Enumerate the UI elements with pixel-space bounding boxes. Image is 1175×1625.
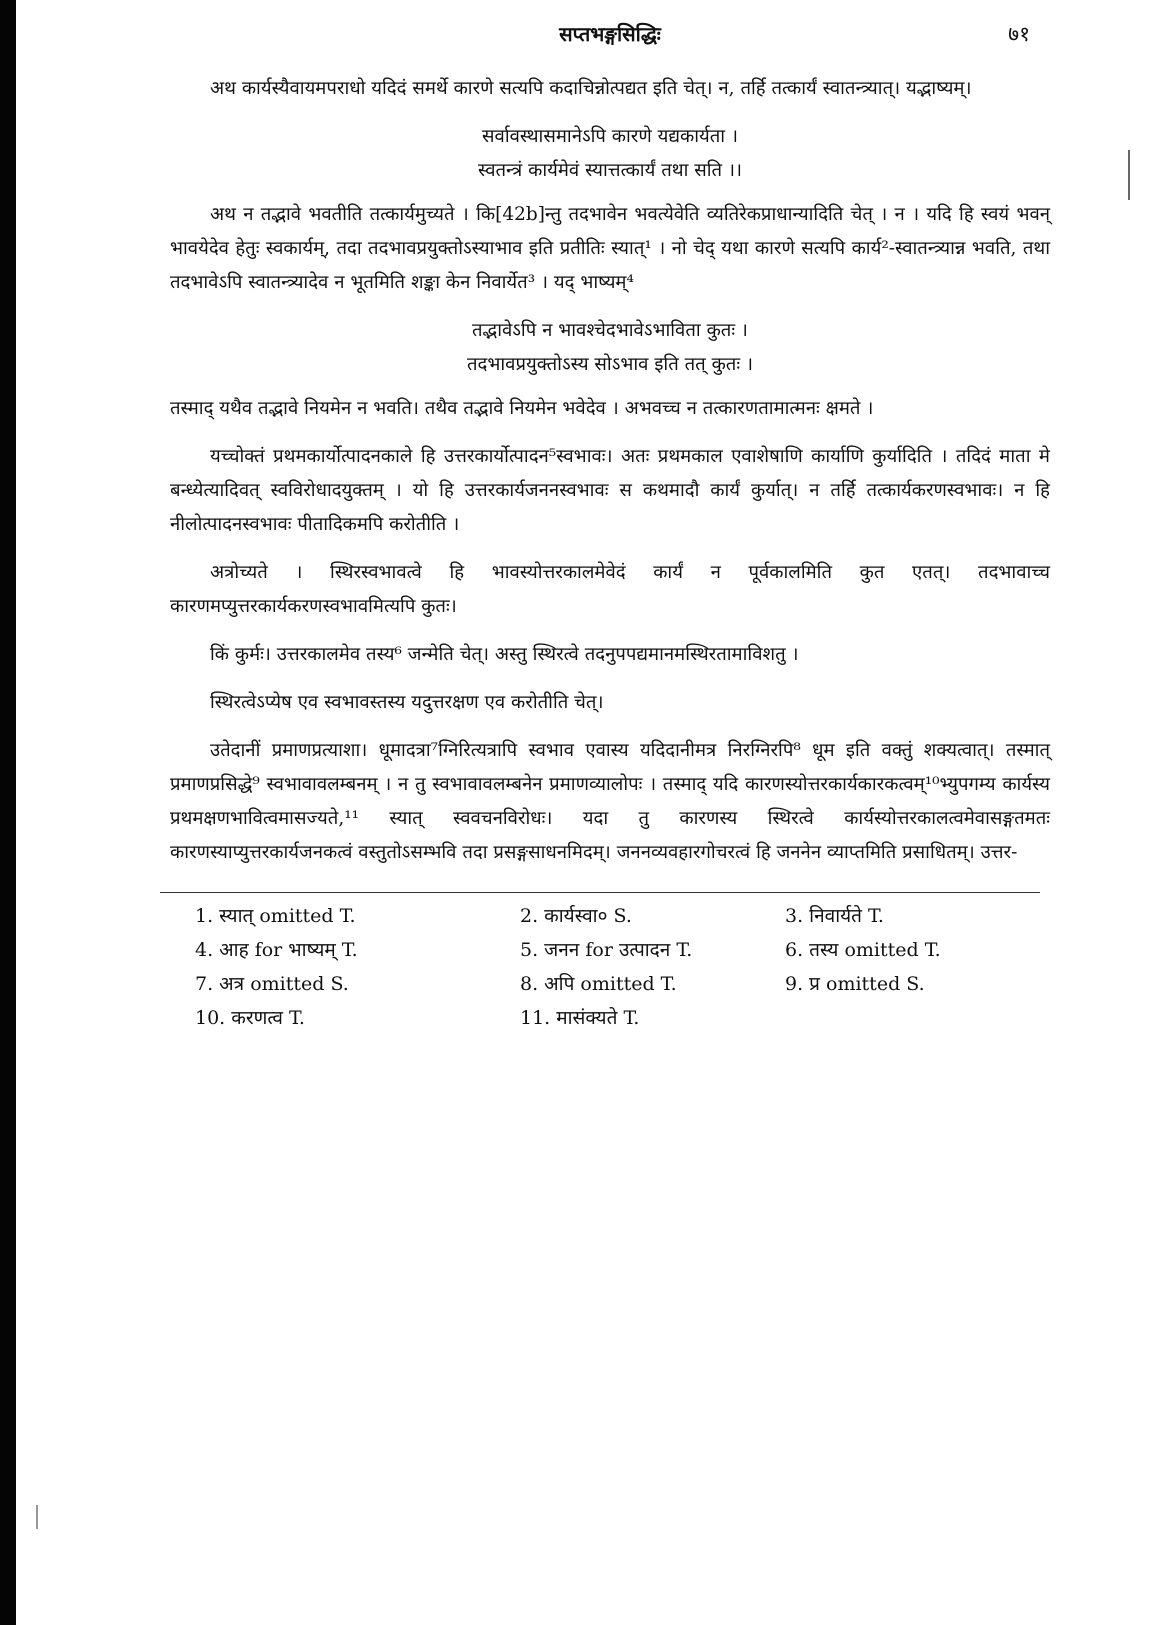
paragraph: अथ न तद्भावे भवतीति तत्कार्यमुच्यते । कि[42b]न्तु तदभावेन भवत्येवेति व्यतिरेकप्राधान्यादिति चेत् । न । यदि हि स्वयं भवन् भावयेदेव हेतुः स्वकार्यम्, तदा तदभावप्रयुक्तोऽस्याभाव इति प्रतीतिः स्यात्¹ । नो चेद् यथा कारणे सत्यपि कार्य²-स्वातन्त्र्यान्न भवति, तथा तदभावेऽपि स्वातन्त्र्यादेव न भूतमिति शङ्का केन निवार्येत³ । यद् भाष्यम्⁴	[170, 204, 1050, 293]
verse-line: तद्भावेऽपि न भावश्चेदभावेऽभाविता कुतः ।	[472, 320, 748, 341]
verse-line: सर्वावस्थासमानेऽपि कारणे यद्यकार्यता ।	[482, 126, 738, 147]
footnote: 5. जनन for उत्पादन T.	[520, 939, 693, 961]
paragraph: तस्माद् यथैव तद्भावे नियमेन न भवति। तथैव तद्भावे नियमेन भवेदेव । अभवच्च न तत्कारणतामात्मनः क्षमते ।	[170, 398, 874, 419]
document-page	[170, 20, 1050, 1031]
running-head	[170, 20, 1050, 72]
footnote: 10. करणत्व T.	[195, 1007, 305, 1029]
running-title: सप्तभङ्गसिद्धिः	[559, 22, 661, 46]
paragraph: स्थिरत्वेऽप्येष एव स्वभावस्तस्य यदुत्तरक्षण एव करोतीति चेत्।	[210, 692, 604, 713]
margin-mark	[1128, 150, 1130, 200]
verse-block	[170, 314, 1050, 382]
footnote: 7. अत्र omitted S.	[195, 973, 349, 995]
footnote: 3. निवार्यते T.	[785, 905, 884, 927]
verse-line: स्वतन्त्रं कार्यमेवं स्यात्तत्कार्यं तथा सति ।।	[478, 160, 742, 181]
scan-binding-edge	[0, 0, 16, 1625]
verse-block	[170, 120, 1050, 188]
footnote: 11. मासंक्यते T.	[520, 1007, 640, 1029]
paragraph: यच्चोक्तं प्रथमकार्योत्पादनकाले हि उत्तरकार्योत्पादन⁵स्वभावः। अतः प्रथमकाल एवाशेषाणि कार्याणि कुर्यादिति । तदिदं माता मे बन्ध्येत्यादिवत् स्वविरोधादयुक्तम् । यो हि उत्तरकार्यजननस्वभावः स कथमादौ कार्यं कुर्यात्। न तर्हि तत्कार्यकरणस्वभावः। न हि नीलोत्पादनस्वभावः पीतादिकमपि करोतीति ।	[170, 446, 1050, 535]
paragraph: अत्रोच्यते । स्थिरस्वभावत्वे हि भावस्योत्तरकालमेवेदं कार्यं न पूर्वकालमिति कुत एतत्। तदभावाच्च कारणमप्युत्तरकार्यकरणस्वभावमित्यपि कुतः।	[170, 562, 1050, 617]
footnote-rule	[160, 892, 1040, 893]
footnote: 1. स्यात् omitted T.	[195, 905, 356, 927]
footnote: 9. प्र omitted S.	[785, 973, 925, 995]
footnote: 6. तस्य omitted T.	[785, 939, 941, 961]
page-number: ७१	[1008, 22, 1030, 46]
margin-mark-bottom	[36, 1505, 38, 1529]
verse-line: तदभावप्रयुक्तोऽस्य सोऽभाव इति तत् कुतः ।	[467, 354, 753, 375]
paragraph: उतेदानीं प्रमाणप्रत्याशा। धूमादत्रा⁷ग्निरित्यत्रापि स्वभाव एवास्य यदिदानीमत्र निरग्निरपि⁸ धूम इति वक्तुं शक्यत्वात्। तस्मात् प्रमाणप्रसिद्धे⁹ स्वभावावलम्बनम् । न तु स्वभावावलम्बनेन प्रमाणव्यालोपः । तस्माद् यदि कारणस्योत्तरकार्यकारकत्वम्¹⁰भ्युपगम्य कार्यस्य प्रथमक्षणभावित्वमासज्यते,¹¹ स्यात् स्ववचनविरोधः। यदा तु कारणस्य स्थिरत्वे कार्यस्योत्तरकालत्वमेवासङ्गतमतः कारणस्याप्युत्तरकार्यजनकत्वं वस्तुतोऽसम्भवि तदा प्रसङ्गसाधनमिदम्। जननव्यवहारगोचरत्वं हि जननेन व्याप्तमिति प्रसाधितम्। उत्तर-	[170, 740, 1050, 863]
paragraph: किं कुर्मः। उत्तरकालमेव तस्य⁶ जन्मेति चेत्। अस्तु स्थिरत्वे तदनुपपद्यमानमस्थिरतामाविशतु ।	[210, 644, 799, 665]
footnote: 8. अपि omitted T.	[520, 973, 677, 995]
body-text	[170, 72, 1050, 870]
footnote: 2. कार्यस्वा० S.	[520, 905, 632, 927]
footnotes	[170, 903, 1050, 1031]
paragraph: अथ कार्यस्यैवायमपराधो यदिदं समर्थे कारणे सत्यपि कदाचिन्नोत्पद्यत इति चेत्। न, तर्हि तत्कार्यं स्वातन्त्र्यात्। यद्भाष्यम्।	[210, 78, 972, 99]
footnote: 4. आह for भाष्यम् T.	[195, 939, 358, 961]
